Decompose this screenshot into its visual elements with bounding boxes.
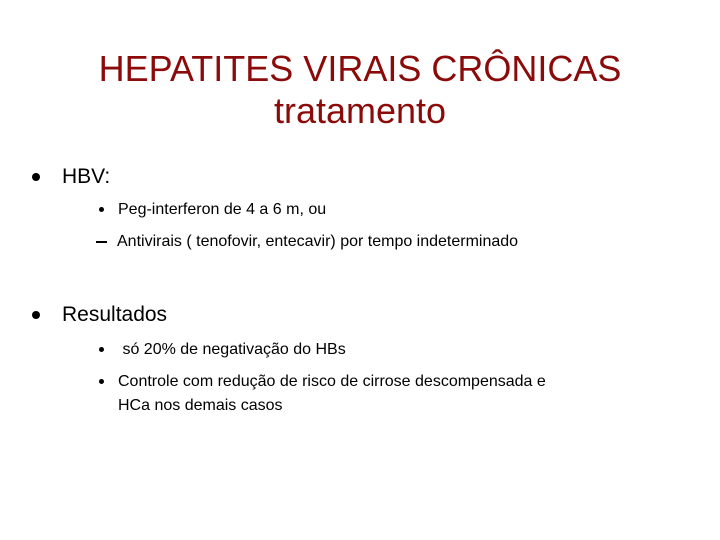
sub-bullet-negativacao (99, 338, 346, 362)
slide-title-line-2: tratamento (273, 90, 447, 131)
bullet-hbv-label: HBV: (62, 165, 111, 188)
sub-bullet-text: Peg-interferon de 4 a 6 m, ou (118, 201, 327, 218)
sub-bullet-text: Antivirais ( tenofovir, entecavir) por tempo indeterminado (117, 233, 519, 250)
bullet-dot-icon (32, 173, 40, 181)
sub-bullet-peg-interferon (99, 198, 326, 222)
sub-bullet-controle (99, 370, 546, 418)
sub-bullet-text-block (118, 370, 546, 418)
sub-bullet-text: só 20% de negativação do HBs (118, 341, 346, 358)
bullet-dash-icon (96, 241, 107, 243)
slide-title-line-1: HEPATITES VIRAIS CRÔNICAS (98, 48, 622, 89)
bullet-resultados (32, 302, 167, 328)
bullet-dot-icon (32, 311, 40, 319)
bullet-dot-icon (99, 379, 104, 384)
bullet-dot-icon (99, 207, 104, 212)
sub-bullet-text-line-2: HCa nos demais casos (118, 397, 283, 414)
slide-title (0, 48, 720, 132)
sub-bullet-antivirais (96, 230, 518, 254)
bullet-hbv (32, 164, 110, 190)
bullet-dot-icon (99, 347, 104, 352)
sub-bullet-text-line-1: Controle com redução de risco de cirrose descompensada e (118, 373, 546, 390)
bullet-resultados-label: Resultados (62, 303, 168, 326)
